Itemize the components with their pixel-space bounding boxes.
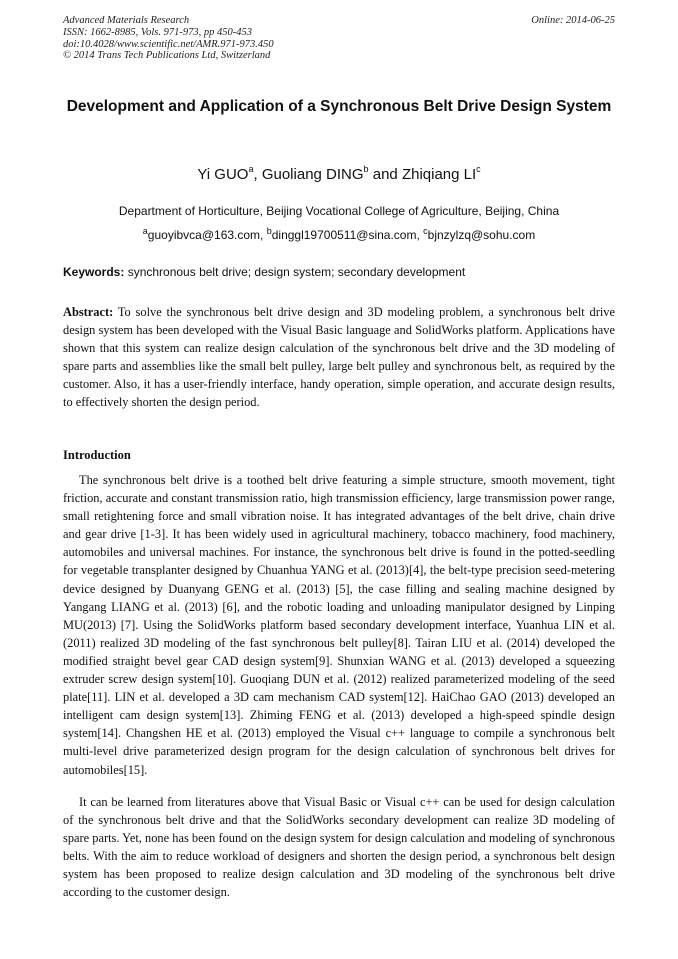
author-mark: b (363, 164, 369, 174)
doi-line: doi:10.4028/www.scientific.net/AMR.971-973.450 (63, 38, 274, 50)
abstract-label: Abstract: (63, 305, 114, 319)
author-separator: and (368, 166, 402, 183)
affiliation: Department of Horticulture, Beijing Vocational College of Agriculture, Beijing, China (118, 204, 560, 218)
author-mark: c (476, 164, 481, 174)
email-separator: , (260, 228, 267, 242)
section-heading-introduction: Introduction (63, 448, 131, 462)
paper-title: Development and Application of a Synchronous Belt Drive Design System (66, 98, 612, 115)
journal-header (63, 15, 615, 62)
abstract-text: To solve the synchronous belt drive design and 3D modeling problem, a synchronous belt drive design system has been developed with the Visual Basic language and SolidWorks platform. Applications have shown that this system can realize design calculation of the synchronous belt drive and the 3D modeling of spare parts and assemblies like the small belt pulley, large belt pulley and synchronous belt, as required by the customer. Also, it has a user-friendly interface, handy operation, simple operation, and accurate design results, to effectively shorten the design period. (63, 305, 615, 410)
journal-name: Advanced Materials Research (63, 15, 190, 26)
email-mark: a (142, 226, 148, 236)
email-separator: , (416, 228, 424, 242)
intro-paragraph: The synchronous belt drive is a toothed belt drive featuring a simple structure, smooth movement, tight friction, accurate and constant transmission ratio, high transmission efficiency, large transmission power range, small retightening force and small vibration noise. It has integrated advantages of the belt drive, chain drive and gear drive [1-3]. It has been widely used in agricultural machinery, tobacco machinery, food machinery, automobiles and universal machines. For instance, the synchronous belt drive is found in the potted-seedling for vegetable transplanter designed by Chuanhua YANG et al. (2013)[4], the belt-type precision seed-metering device designed by Duanyang GENG et al. (2013) [5], the case filling and sealing machine designed by Yangang LIANG et al. (2013) [6], and the robotic loading and unloading manipulator designed by Linping MU(2013) [7]. Using the SolidWorks platform based secondary development interface, Yuanhua LIN et al. (2011) realized 3D modeling of the fast synchronous belt pulley[8]. Tairan LIU et al. (2014) developed the modified straight bevel gear CAD design system[9]. Shunxian WANG et al. (2013) developed a squeezing extruder screw design system[10]. Guoqiang DUN et al. (2012) realized parameterized modeling of the seed plate[11]. LIN et al. developed a 3D cam mechanism CAD system[12]. HaiChao GAO (2013) developed an intelligent cam design system[13]. Zhiming FENG et al. (2013) developed a high-speed spindle design system[14]. Changshen HE et al. (2013) employed the Visual c++ language to compile a synchronous belt multi-level drive parameterized design program for the design calculation of synchronous belt drives for automobiles[15]. (63, 473, 615, 777)
copyright-line: © 2014 Trans Tech Publications Ltd, Switzerland (63, 50, 271, 62)
keywords-text: synchronous belt drive; design system; secondary development (124, 265, 466, 279)
keywords (63, 265, 615, 279)
email-address: bjnzylzq@sohu.com (427, 228, 536, 242)
intro-paragraph: It can be learned from literatures above that Visual Basic or Visual c++ can be used for design calculation of the synchronous belt drive and that the SolidWorks secondary development can realize 3D modeling of spare parts. Yet, none has been found on the design system for design calculation and modeling of synchronous belts. With the aim to reduce workload of designers and shorten the design period, a synchronous belt design system has been proposed to realize design calculation and 3D modeling of the synchronous belt drive according to the customer design. (63, 795, 615, 900)
email-address: dinggl19700511@sina.com (271, 228, 417, 242)
email-list (63, 228, 615, 242)
author-name: Yi GUO (197, 166, 249, 183)
abstract (63, 303, 615, 412)
email-mark: b (266, 226, 272, 236)
online-date: Online: 2014-06-25 (531, 15, 615, 26)
email-address: guoyibvca@163.com (147, 228, 261, 242)
email-mark: c (423, 226, 428, 236)
author-name: Zhiqiang LI (401, 166, 477, 183)
author-name: Guoliang DING (261, 166, 364, 183)
author-separator: , (253, 166, 262, 183)
issn-line: ISSN: 1662-8985, Vols. 971-973, pp 450-453 (63, 26, 252, 38)
author-list (63, 166, 615, 183)
author-mark: a (248, 164, 254, 174)
keywords-label: Keywords: (63, 265, 125, 279)
